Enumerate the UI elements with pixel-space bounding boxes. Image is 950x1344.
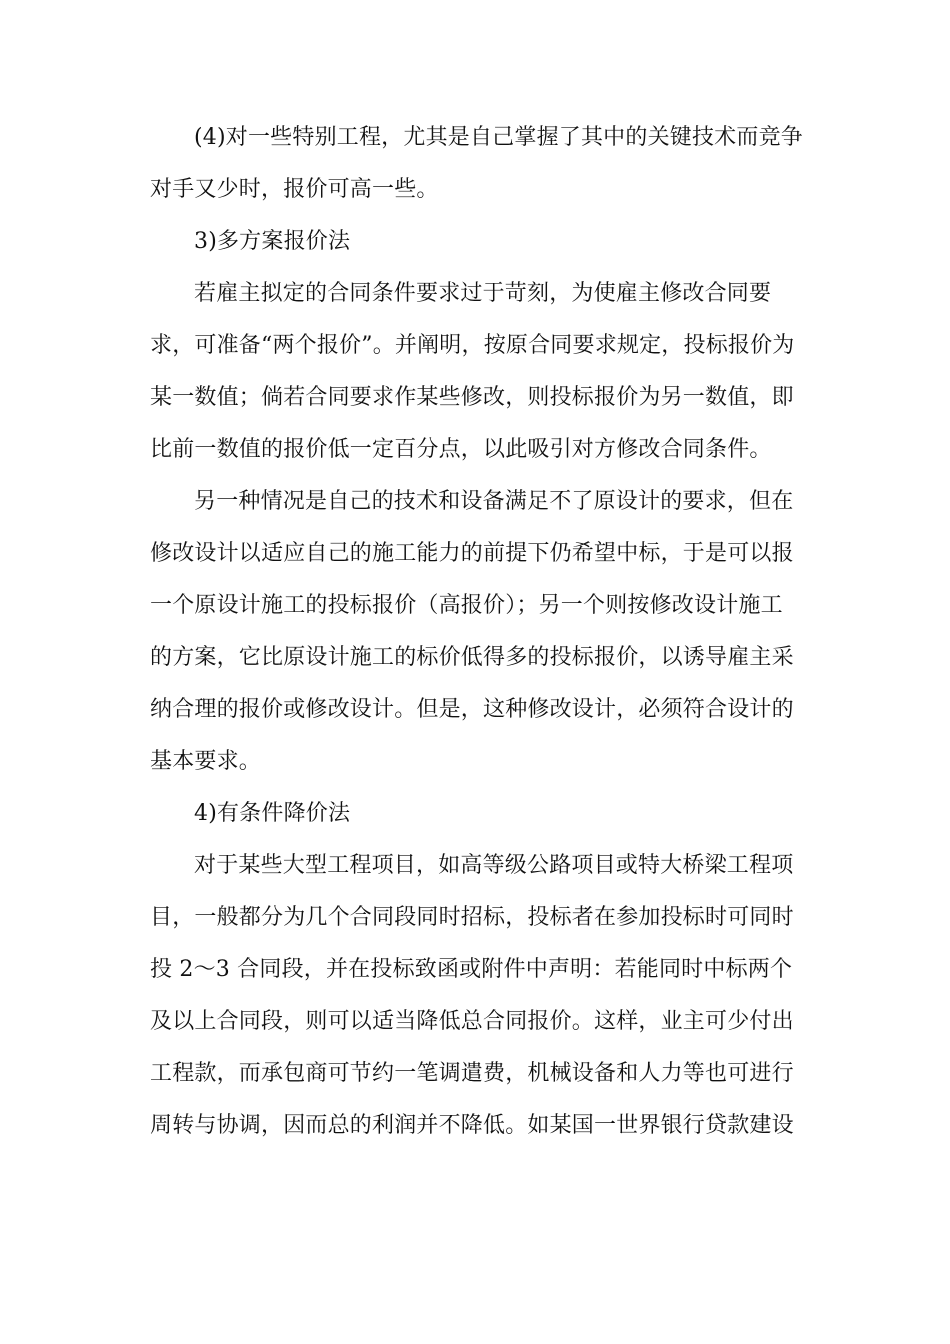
paragraph-line: 求，可准备“两个报价”。并阐明，按原合同要求规定，投标报价为 — [150, 333, 795, 358]
paragraph-line: 一个原设计施工的投标报价（高报价）；另一个则按修改设计施工 — [150, 593, 783, 618]
paragraph-line: 工程款，而承包商可节约一笔调遣费，机械设备和人力等也可进行 — [150, 1061, 794, 1086]
paragraph-line: 若雇主拟定的合同条件要求过于苛刻，为使雇主修改合同要 — [194, 281, 772, 306]
paragraph-line: 纳合理的报价或修改设计。但是，这种修改设计，必须符合设计的 — [150, 697, 794, 722]
section-heading: 3)多方案报价法 — [194, 229, 351, 254]
paragraph-line: 对于某些大型工程项目，如高等级公路项目或特大桥梁工程项 — [194, 853, 794, 878]
paragraph-line: 目，一般都分为几个合同段同时招标，投标者在参加投标时可同时 — [150, 905, 794, 930]
paragraph-line: 某一数值；倘若合同要求作某些修改，则投标报价为另一数值，即 — [150, 385, 794, 410]
paragraph-line: 修改设计以适应自己的施工能力的前提下仍希望中标，于是可以报 — [150, 541, 794, 566]
paragraph-line: 对手又少时，报价可高一些。 — [150, 177, 439, 202]
paragraph-line: 周转与协调，因而总的利润并不降低。如某国一世界银行贷款建设 — [150, 1113, 794, 1138]
section-heading: 4)有条件降价法 — [194, 801, 351, 826]
paragraph-line: 另一种情况是自己的技术和设备满足不了原设计的要求，但在 — [194, 489, 794, 514]
paragraph-line: 基本要求。 — [150, 749, 262, 774]
paragraph-line: 比前一数值的报价低一定百分点，以此吸引对方修改合同条件。 — [150, 437, 772, 462]
paragraph-line: (4)对一些特别工程，尤其是自己掌握了其中的关键技术而竞争 — [194, 125, 803, 150]
paragraph-line: 的方案，它比原设计施工的标价低得多的投标报价，以诱导雇主采 — [150, 645, 794, 670]
paragraph-line: 投 2～3 合同段，并在投标致函或附件中声明：若能同时中标两个 — [150, 957, 793, 982]
paragraph-line: 及以上合同段，则可以适当降低总合同报价。这样，业主可少付出 — [150, 1009, 794, 1034]
